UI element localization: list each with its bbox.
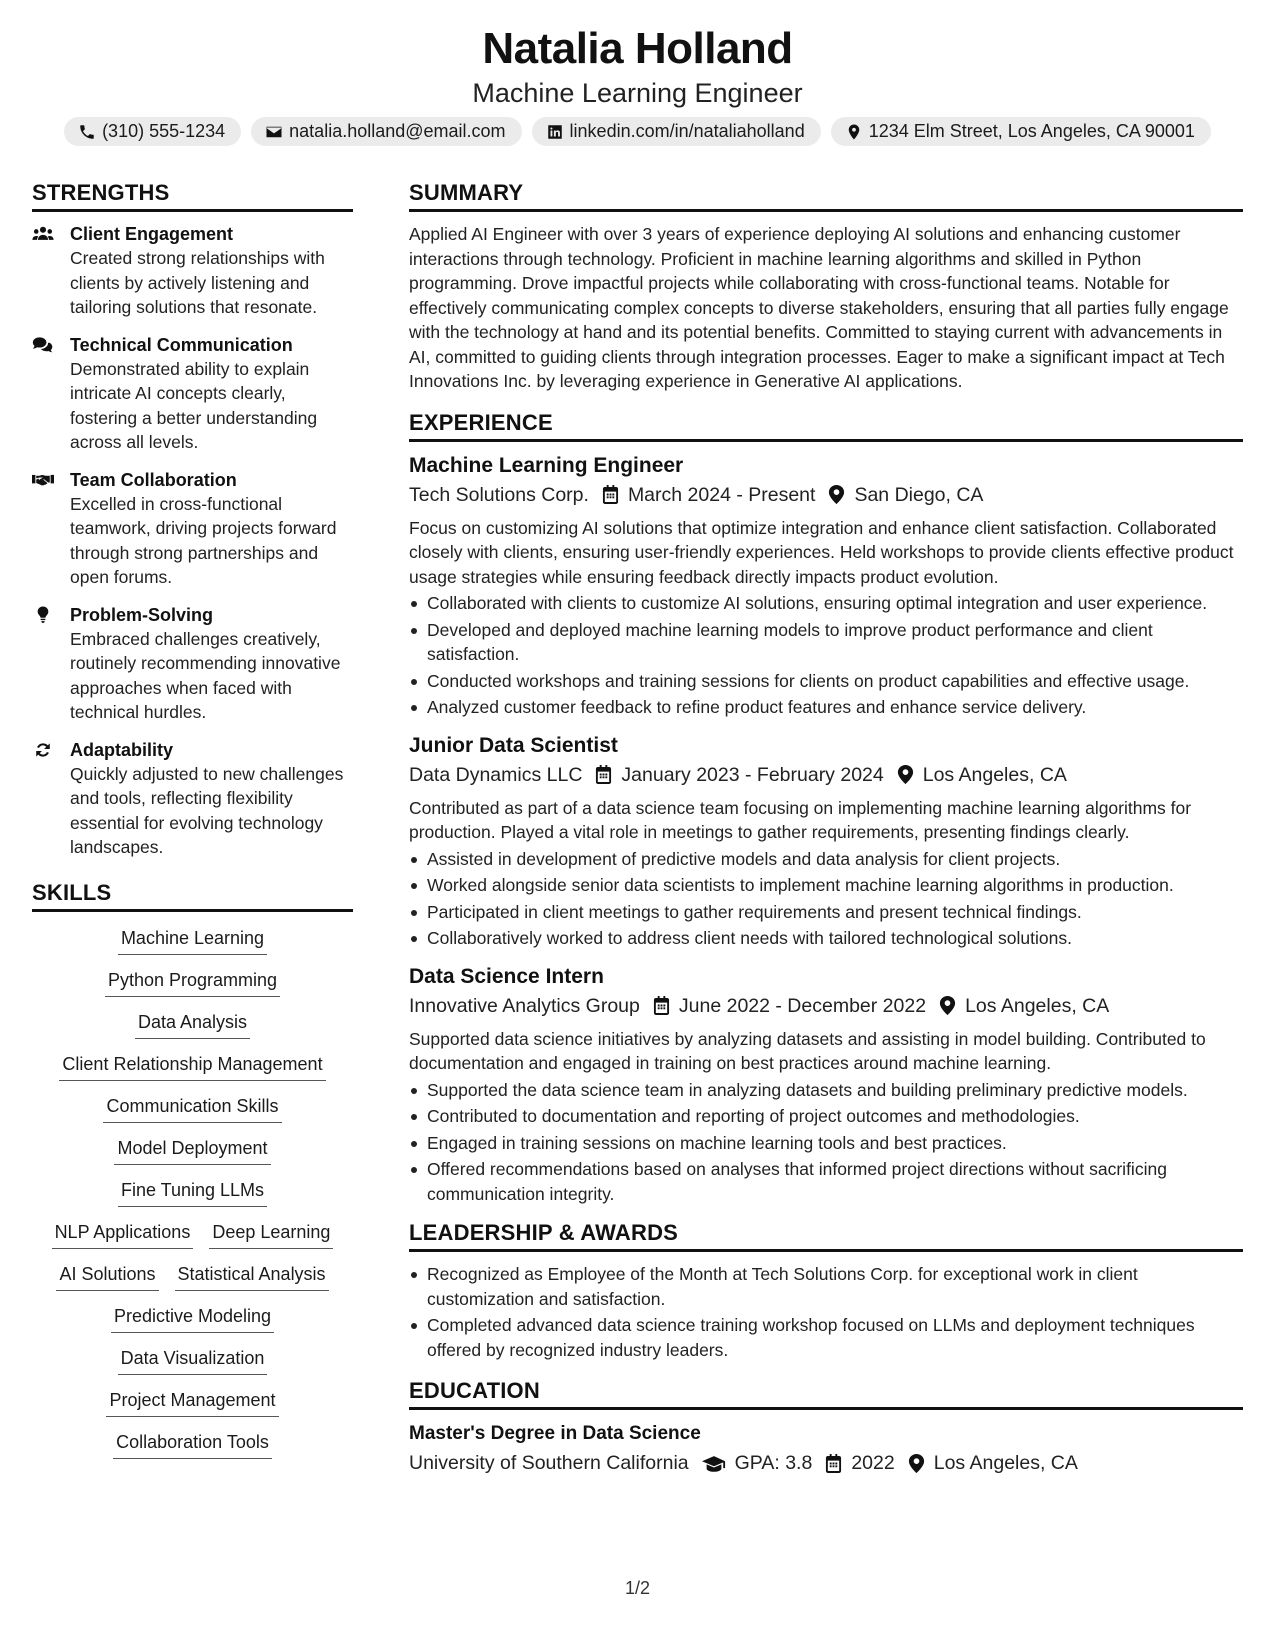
- bullet-item: Collaborated with clients to customize AI solutions, ensuring optimal integration and user experience.: [409, 591, 1243, 616]
- skill-row: [32, 1094, 353, 1123]
- job-entry: [409, 963, 1243, 1207]
- skill-tag: AI Solutions: [56, 1262, 158, 1291]
- strength-desc: Quickly adjusted to new challenges and tools, reflecting flexibility essential for evolving technology landscapes.: [70, 763, 344, 857]
- bullet-item: Supported the data science team in analyzing datasets and building preliminary predictive models.: [409, 1078, 1243, 1103]
- skill-row: [32, 1178, 353, 1207]
- job-description: Supported data science initiatives by analyzing datasets and assisting in model building. Contributed to documentation and engaged in training on best practices around machine learning.: [409, 1028, 1206, 1073]
- skill-tag: Model Deployment: [114, 1136, 270, 1165]
- job-description: Focus on customizing AI solutions that optimize integration and enhance client satisfaction. Collaborated closely with clients, ensuring user-friendly experiences. Held workshops to provide clients effective product usage strategies while ensuring feedback directly impacts product evolution.: [409, 517, 1234, 587]
- job-location: Los Angeles, CA: [922, 763, 1067, 786]
- strengths-heading: STRENGTHS: [32, 178, 353, 212]
- contact-linkedin-text: linkedin.com/in/nataliaholland: [569, 121, 805, 141]
- contact-address: [831, 117, 1211, 146]
- contact-phone-text: (310) 555-1234: [102, 121, 226, 141]
- education-meta: [409, 1448, 1243, 1478]
- job-bullets: [409, 591, 1243, 720]
- bullet-item: Contributed to documentation and reporting of project outcomes and methodologies.: [409, 1104, 1243, 1129]
- skill-row: [32, 968, 353, 997]
- calendar-icon: [825, 1454, 842, 1473]
- bullet-item: Collaboratively worked to address client needs with tailored technological solutions.: [409, 926, 1243, 951]
- job-company: Data Dynamics LLC: [409, 763, 583, 786]
- strength-item: [32, 738, 353, 860]
- phone-icon: [78, 123, 96, 141]
- skill-tag: NLP Applications: [52, 1220, 194, 1249]
- resume-header: [0, 22, 1275, 146]
- skill-row: [32, 1388, 353, 1417]
- job-meta: [409, 991, 1243, 1021]
- skill-row: [32, 1052, 353, 1081]
- education-location: Los Angeles, CA: [933, 1452, 1078, 1474]
- strength-desc: Created strong relationships with clients by actively listening and tailoring solutions that resonate.: [70, 248, 325, 317]
- users-icon: [32, 222, 56, 320]
- contact-email[interactable]: [251, 117, 521, 146]
- graduation-cap-icon: [702, 1454, 726, 1473]
- job-title: Machine Learning Engineer: [409, 453, 684, 477]
- skill-tag: Fine Tuning LLMs: [118, 1178, 267, 1207]
- strength-title: Team Collaboration: [70, 469, 237, 490]
- candidate-name: Natalia Holland: [482, 24, 793, 73]
- gpa: GPA: 3.8: [734, 1452, 813, 1474]
- job-title: Data Science Intern: [409, 964, 604, 988]
- contact-linkedin[interactable]: [532, 117, 821, 146]
- handshake-icon: [32, 468, 56, 590]
- job-location: San Diego, CA: [854, 483, 984, 506]
- job-title: Junior Data Scientist: [409, 733, 618, 757]
- strength-title: Adaptability: [70, 739, 174, 760]
- strength-desc: Embraced challenges creatively, routinely recommending innovative approaches when faced with technical hurdles.: [70, 628, 341, 722]
- job-company: Tech Solutions Corp.: [409, 483, 589, 506]
- bullet-item: Analyzed customer feedback to refine product features and enhance service delivery.: [409, 695, 1243, 720]
- skill-tag: Deep Learning: [209, 1220, 333, 1249]
- school-name: University of Southern California: [409, 1452, 689, 1474]
- job-company: Innovative Analytics Group: [409, 994, 640, 1017]
- bullet-item: Worked alongside senior data scientists to implement machine learning algorithms in production.: [409, 873, 1243, 898]
- experience-heading: EXPERIENCE: [409, 408, 1243, 442]
- contact-phone: [64, 117, 241, 146]
- skill-row: [32, 1220, 353, 1249]
- strength-item: [32, 222, 353, 320]
- skill-tag: Machine Learning: [118, 926, 267, 955]
- skills-list: [32, 922, 353, 1459]
- summary-text: Applied AI Engineer with over 3 years of experience deploying AI solutions and enhancing customer interactions through technology. Proficient in machine learning algorithms and skilled in Python programming. Drove impactful projects while collaborating with cross-functional teams. Notable for effectively communicating complex concepts to diverse stakeholders, ensuring that all parties fully engage with the technology at hand and its potential benefits. Committed to staying current with advancements in AI, committed to guiding clients through integration processes. Eager to make a significant impact at Tech Innovations Inc. by leveraging experience in Generative AI applications.: [409, 224, 1229, 391]
- skill-row: [32, 926, 353, 955]
- left-column: [32, 178, 353, 1472]
- leadership-bullets: [409, 1262, 1243, 1362]
- skill-tag: Client Relationship Management: [59, 1052, 325, 1081]
- linkedin-icon: [546, 123, 564, 141]
- strength-title: Client Engagement: [70, 224, 234, 244]
- degree-title: Master's Degree in Data Science: [409, 1423, 701, 1444]
- skill-row: [32, 1304, 353, 1333]
- strength-item: [32, 468, 353, 590]
- sync-icon: [32, 738, 56, 860]
- bullet-item: Engaged in training sessions on machine learning tools and best practices.: [409, 1131, 1243, 1156]
- skill-row: [32, 1346, 353, 1375]
- location-icon: [845, 123, 863, 141]
- calendar-icon: [653, 996, 670, 1015]
- skill-row: [32, 1136, 353, 1165]
- skill-tag: Statistical Analysis: [175, 1262, 329, 1291]
- strength-item: [32, 333, 353, 455]
- job-meta: [409, 480, 1243, 510]
- job-description: Contributed as part of a data science team focusing on implementing machine learning algorithms for production. Played a vital role in meetings to gather requirements, presenting findings clearly.: [409, 797, 1192, 842]
- location-icon: [939, 996, 956, 1015]
- skill-row: [32, 1262, 353, 1291]
- bullet-item: Participated in client meetings to gather requirements and present technical findings.: [409, 900, 1243, 925]
- skills-heading: SKILLS: [32, 878, 353, 912]
- job-entry: [409, 452, 1243, 720]
- bullet-item: Developed and deployed machine learning models to improve product performance and client satisfaction.: [409, 618, 1243, 667]
- strength-title: Technical Communication: [70, 334, 293, 355]
- job-location: Los Angeles, CA: [965, 994, 1110, 1017]
- lightbulb-icon: [32, 603, 56, 725]
- skill-row: [32, 1010, 353, 1039]
- strength-desc: Demonstrated ability to explain intricate AI concepts clearly, fostering a better understanding across all levels.: [70, 358, 318, 452]
- bullet-item: Conducted workshops and training sessions for clients on product capabilities and effective usage.: [409, 669, 1243, 694]
- skill-tag: Collaboration Tools: [113, 1430, 272, 1459]
- strength-title: Problem-Solving: [70, 604, 214, 625]
- strength-desc: Excelled in cross-functional teamwork, driving projects forward through strong partnerships and open forums.: [70, 493, 337, 587]
- candidate-title: Machine Learning Engineer: [472, 78, 803, 108]
- location-icon: [897, 765, 914, 784]
- skill-tag: Python Programming: [105, 968, 280, 997]
- job-entry: [409, 732, 1243, 951]
- summary-heading: SUMMARY: [409, 178, 1243, 212]
- comments-icon: [32, 333, 56, 455]
- location-icon: [828, 485, 845, 504]
- envelope-icon: [265, 123, 283, 141]
- contact-bar: [0, 117, 1275, 146]
- graduation-year: 2022: [851, 1452, 895, 1474]
- job-dates: March 2024 - Present: [627, 483, 816, 506]
- bullet-item: Assisted in development of predictive models and data analysis for client projects.: [409, 847, 1243, 872]
- page-number: 1/2: [624, 1578, 651, 1598]
- contact-email-text: natalia.holland@email.com: [289, 121, 506, 141]
- job-bullets: [409, 847, 1243, 951]
- calendar-icon: [595, 765, 612, 784]
- skill-tag: Project Management: [106, 1388, 278, 1417]
- skill-tag: Data Visualization: [118, 1346, 268, 1375]
- strength-item: [32, 603, 353, 725]
- contact-address-text: 1234 Elm Street, Los Angeles, CA 90001: [868, 121, 1195, 141]
- bullet-item: Completed advanced data science training workshop focused on LLMs and deployment techniques offered by recognized industry leaders.: [409, 1313, 1243, 1362]
- calendar-icon: [602, 485, 619, 504]
- skill-row: [32, 1430, 353, 1459]
- right-column: [409, 178, 1243, 1484]
- education-heading: EDUCATION: [409, 1376, 1243, 1410]
- job-meta: [409, 760, 1243, 790]
- bullet-item: Recognized as Employee of the Month at Tech Solutions Corp. for exceptional work in client customization and satisfaction.: [409, 1262, 1243, 1311]
- location-icon: [908, 1454, 925, 1473]
- leadership-heading: LEADERSHIP & AWARDS: [409, 1218, 1243, 1252]
- job-bullets: [409, 1078, 1243, 1207]
- job-dates: June 2022 - December 2022: [678, 994, 927, 1017]
- skill-tag: Communication Skills: [103, 1094, 281, 1123]
- skill-tag: Data Analysis: [135, 1010, 250, 1039]
- job-dates: January 2023 - February 2024: [621, 763, 884, 786]
- skill-tag: Predictive Modeling: [111, 1304, 274, 1333]
- bullet-item: Offered recommendations based on analyses that informed project directions without sacrificing communication integrity.: [409, 1157, 1243, 1206]
